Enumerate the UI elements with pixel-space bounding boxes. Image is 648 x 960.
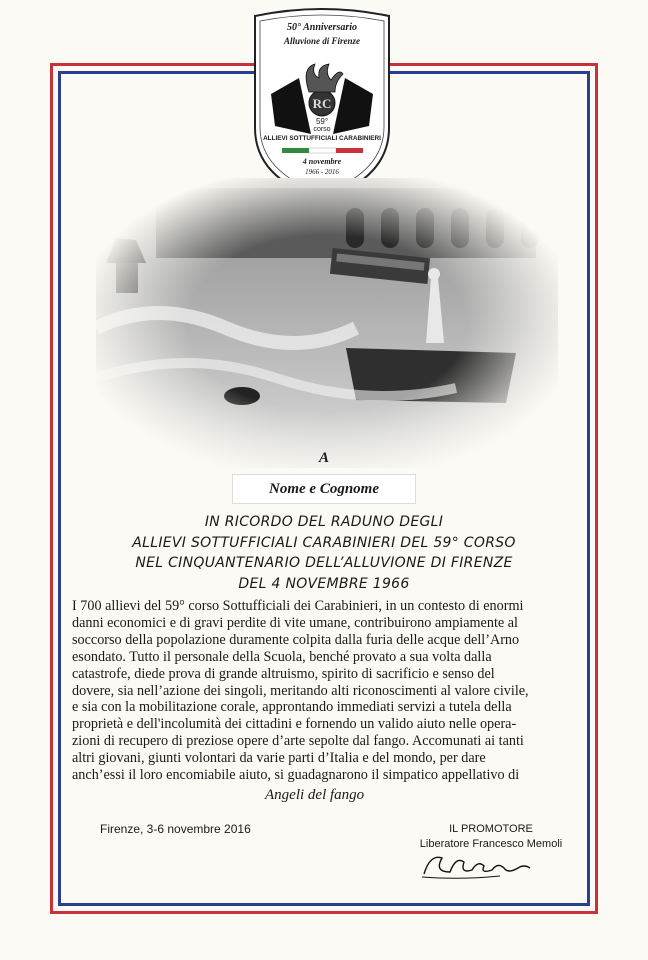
- recipient-prefix: A: [318, 450, 329, 466]
- place-and-date: Firenze, 3-6 novembre 2016: [100, 822, 251, 836]
- logo-years: 1966 - 2016: [305, 168, 339, 176]
- logo-date: 4 novembre: [302, 157, 342, 166]
- promoter-title: IL PROMOTORE: [449, 823, 533, 835]
- body-line: anch’essi il loro encomiabile aiuto, si guadagnarono il simpatico appellativo di: [72, 767, 520, 784]
- logo-anniversary-text: 50° Anniversario: [286, 22, 358, 33]
- recipient-name-field[interactable]: Nome e Cognome: [232, 474, 416, 504]
- body-line: catastrofe, diede prova di grande altruismo, spirito di sacrificio e senso del: [72, 665, 495, 682]
- svg-text:RC: RC: [312, 96, 332, 111]
- logo-course-number: 59°: [315, 117, 329, 126]
- logo-course-word: corso: [313, 126, 331, 133]
- logo-course-name: ALLIEVI SOTTUFFICIALI CARABINIERI: [263, 135, 381, 142]
- logo-flood-text: Alluvione di Firenze: [283, 36, 360, 46]
- closing-phrase: Angeli del fango: [265, 787, 365, 803]
- body-line: danni economici e di gravi perdite di vite umane, contribuirono ampiamente al: [72, 614, 518, 631]
- body-line: I 700 allievi del 59° corso Sottufficiali dei Carabinieri, in un contesto di enormi: [72, 598, 524, 614]
- body-line: dovere, sia nell’azione dei singoli, meritando alti riconoscimenti al valore civile,: [72, 682, 529, 699]
- body-line: esondato. Tutto il personale della Scuola, benché provato a sua volta dalla: [72, 648, 492, 665]
- certificate-headline: [60, 512, 588, 594]
- body-line: zioni di recupero di preziose opere d’arte sepolte dal fango. Accomunati ai tanti: [72, 733, 524, 750]
- certificate-body: [72, 598, 577, 784]
- anniversary-shield-logo: [249, 8, 395, 204]
- headline-line: IN RICORDO DEL RADUNO DEGLI: [204, 514, 444, 530]
- body-line: soccorso della popolazione duramente colpita dalla furia delle acque dell’Arno: [72, 631, 520, 648]
- body-line: e sia con la mobilitazione corale, approntando immediati servizi a tutela della: [72, 699, 512, 716]
- headline-line: NEL CINQUANTENARIO DELL’ALLUVIONE DI FIRENZE: [135, 555, 513, 571]
- headline-line: DEL 4 NOVEMBRE 1966: [238, 575, 410, 592]
- signature-image: [420, 848, 540, 882]
- body-line: altri giovani, giunti volontari da varie parti d’Italia e del mondo, per dare: [72, 750, 486, 767]
- headline-line: ALLIEVI SOTTUFFICIALI CARABINIERI DEL 59° CORSO: [132, 534, 516, 551]
- flood-photograph: [96, 178, 558, 468]
- body-line: proprietà e dell'incolumità dei cittadini e fornendo un valido aiuto nelle opera-: [72, 716, 517, 733]
- promoter-name: Liberatore Francesco Memoli: [419, 838, 563, 850]
